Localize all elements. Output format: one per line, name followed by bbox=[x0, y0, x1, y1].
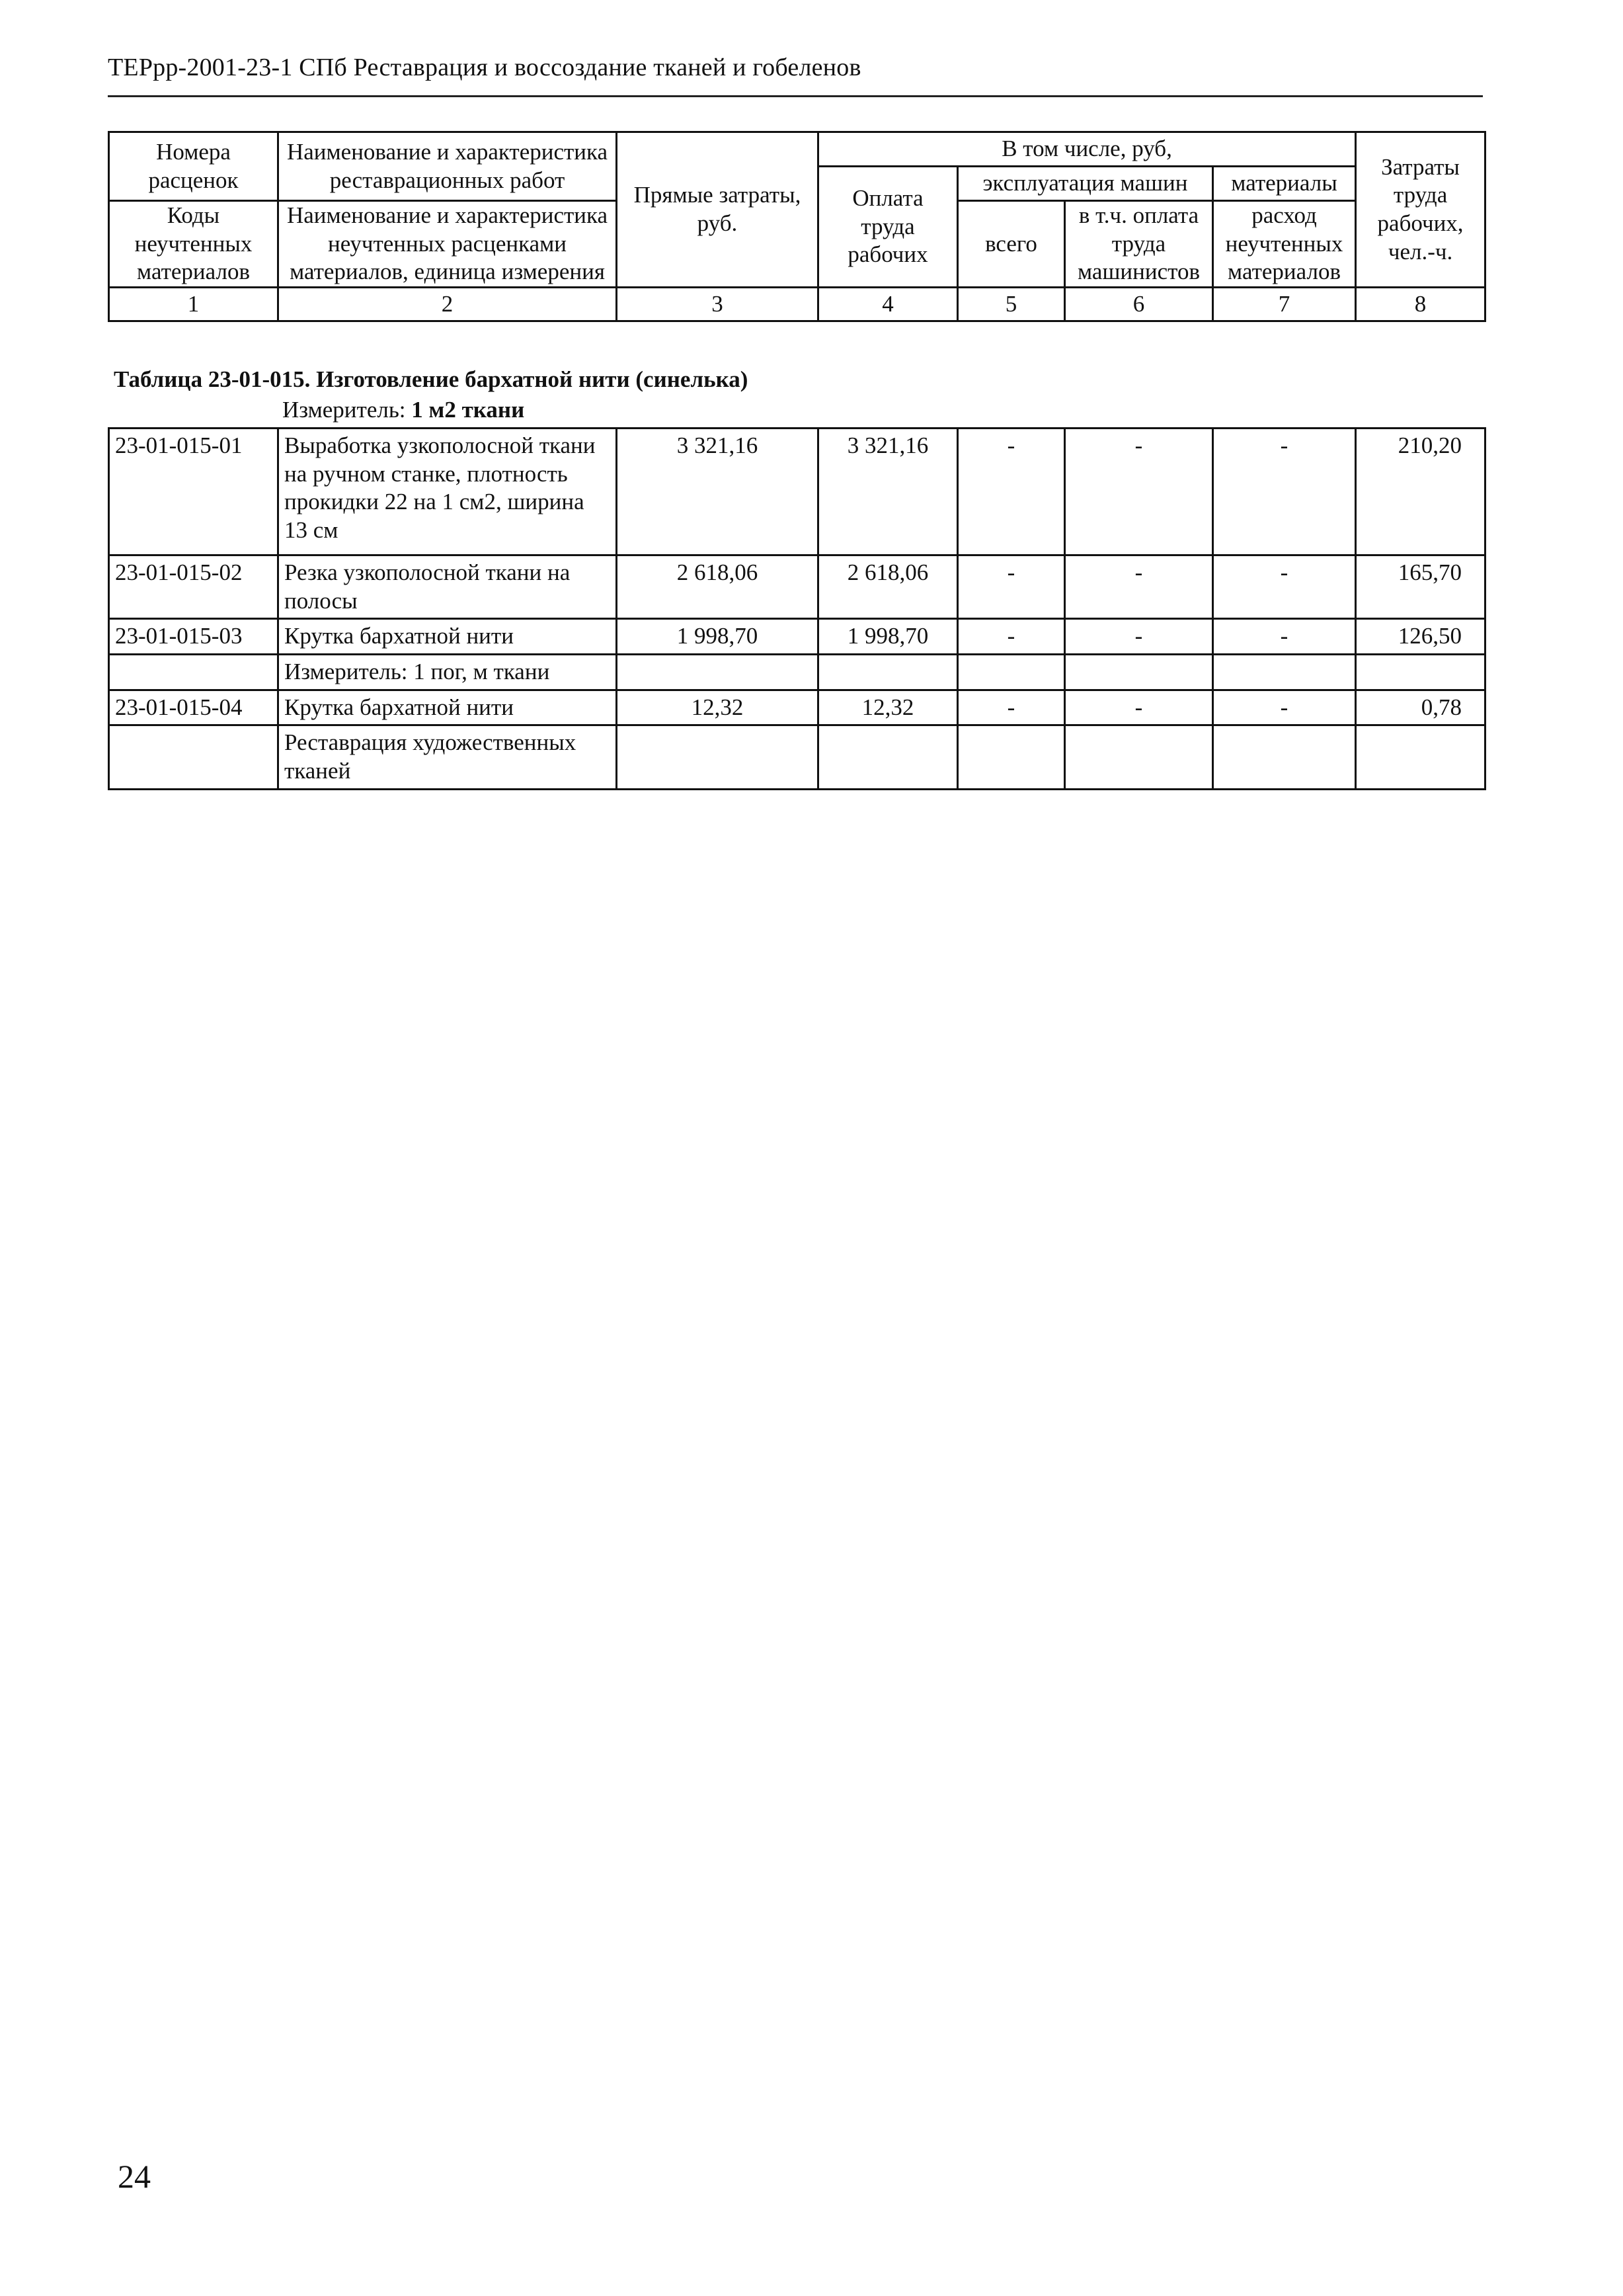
rate-code: 23-01-015-02 bbox=[109, 555, 278, 619]
machinists-labor: - bbox=[1065, 555, 1213, 619]
column-number: 8 bbox=[1356, 288, 1485, 321]
header-rule bbox=[108, 95, 1483, 97]
column-number: 3 bbox=[617, 288, 818, 321]
work-name: Выработка узкополосной ткани на ручном станке, плотность прокидки 22 на 1 см2, ширина 13 см bbox=[278, 429, 617, 555]
materials-cost: - bbox=[1213, 555, 1356, 619]
measure-prefix: Измеритель: bbox=[282, 397, 406, 423]
labor-hours: 210,20 bbox=[1356, 429, 1485, 555]
machines-total: - bbox=[958, 555, 1065, 619]
direct-cost: 1 998,70 bbox=[617, 619, 818, 655]
column-number: 4 bbox=[818, 288, 958, 321]
direct-cost: 12,32 bbox=[617, 690, 818, 725]
header-col2-top: Наименование и характеристика реставрационных работ bbox=[278, 132, 617, 201]
materials-cost: - bbox=[1213, 690, 1356, 725]
table-title bbox=[114, 366, 748, 393]
materials-cost: - bbox=[1213, 429, 1356, 555]
materials-cost: - bbox=[1213, 619, 1356, 655]
labor-cost: 3 321,16 bbox=[818, 429, 958, 555]
header-materials-group: материалы bbox=[1213, 167, 1356, 201]
labor-cost bbox=[818, 725, 958, 789]
table-row bbox=[109, 429, 1485, 555]
column-number: 6 bbox=[1065, 288, 1213, 321]
header-col1-bottom: Коды неучтенных материалов bbox=[109, 201, 278, 288]
work-name: Крутка бархатной нити bbox=[278, 690, 617, 725]
empty-cell bbox=[1356, 655, 1485, 690]
empty-cell bbox=[1065, 655, 1213, 690]
table-row bbox=[109, 725, 1485, 789]
rates-table bbox=[108, 427, 1486, 790]
direct-cost bbox=[617, 725, 818, 789]
empty-cell bbox=[109, 655, 278, 690]
direct-cost: 2 618,06 bbox=[617, 555, 818, 619]
direct-cost: 3 321,16 bbox=[617, 429, 818, 555]
labor-hours: 126,50 bbox=[1356, 619, 1485, 655]
labor-cost: 2 618,06 bbox=[818, 555, 958, 619]
measure-value: 1 м2 ткани bbox=[411, 397, 525, 423]
machines-total bbox=[958, 725, 1065, 789]
column-number: 5 bbox=[958, 288, 1065, 321]
work-name: Крутка бархатной нити bbox=[278, 619, 617, 655]
column-number: 7 bbox=[1213, 288, 1356, 321]
rate-code: 23-01-015-04 bbox=[109, 690, 278, 725]
measure-row-label: Измеритель: 1 пог, м ткани bbox=[278, 655, 617, 690]
machinists-labor bbox=[1065, 725, 1213, 789]
work-name: Резка узкополосной ткани на полосы bbox=[278, 555, 617, 619]
materials-cost bbox=[1213, 725, 1356, 789]
machines-total: - bbox=[958, 429, 1065, 555]
empty-cell bbox=[958, 655, 1065, 690]
labor-hours: 0,78 bbox=[1356, 690, 1485, 725]
rate-code: 23-01-015-03 bbox=[109, 619, 278, 655]
empty-cell bbox=[1213, 655, 1356, 690]
header-col7: расход неучтенных материалов bbox=[1213, 201, 1356, 288]
header-col2-bottom: Наименование и характеристика неучтенных расценками материалов, единица измерения bbox=[278, 201, 617, 288]
header-col4: Оплата труда рабочих bbox=[818, 167, 958, 288]
table-name: Изготовление бархатной нити (синелька) bbox=[316, 366, 748, 392]
column-number: 1 bbox=[109, 288, 278, 321]
measure-unit bbox=[282, 397, 524, 423]
machinists-labor: - bbox=[1065, 690, 1213, 725]
labor-hours: 165,70 bbox=[1356, 555, 1485, 619]
rate-code bbox=[109, 725, 278, 789]
machinists-labor: - bbox=[1065, 619, 1213, 655]
header-col5: всего bbox=[958, 201, 1065, 288]
header-col8: Затраты труда рабочих, чел.-ч. bbox=[1356, 132, 1485, 288]
header-incl-group: В том числе, руб, bbox=[818, 132, 1356, 167]
labor-hours bbox=[1356, 725, 1485, 789]
header-machines-group: эксплуатация машин bbox=[958, 167, 1213, 201]
machines-total: - bbox=[958, 690, 1065, 725]
machinists-labor: - bbox=[1065, 429, 1213, 555]
column-number: 2 bbox=[278, 288, 617, 321]
header-col3: Прямые затраты, руб. bbox=[617, 132, 818, 288]
running-head: ТЕРрр-2001-23-1 СПб Реставрация и воссоздание тканей и гобеленов bbox=[108, 54, 861, 81]
labor-cost: 12,32 bbox=[818, 690, 958, 725]
table-row bbox=[109, 655, 1485, 690]
table-row bbox=[109, 619, 1485, 655]
empty-cell bbox=[617, 655, 818, 690]
table-row bbox=[109, 555, 1485, 619]
page-number: 24 bbox=[118, 2158, 151, 2195]
header-col1-top: Номера расценок bbox=[109, 132, 278, 201]
empty-cell bbox=[818, 655, 958, 690]
work-name: Реставрация художественных тканей bbox=[278, 725, 617, 789]
rate-code: 23-01-015-01 bbox=[109, 429, 278, 555]
labor-cost: 1 998,70 bbox=[818, 619, 958, 655]
table-label: Таблица 23-01-015. bbox=[114, 366, 311, 392]
column-header-table bbox=[108, 131, 1486, 322]
machines-total: - bbox=[958, 619, 1065, 655]
header-col6: в т.ч. оплата труда машинистов bbox=[1065, 201, 1213, 288]
table-row bbox=[109, 690, 1485, 725]
